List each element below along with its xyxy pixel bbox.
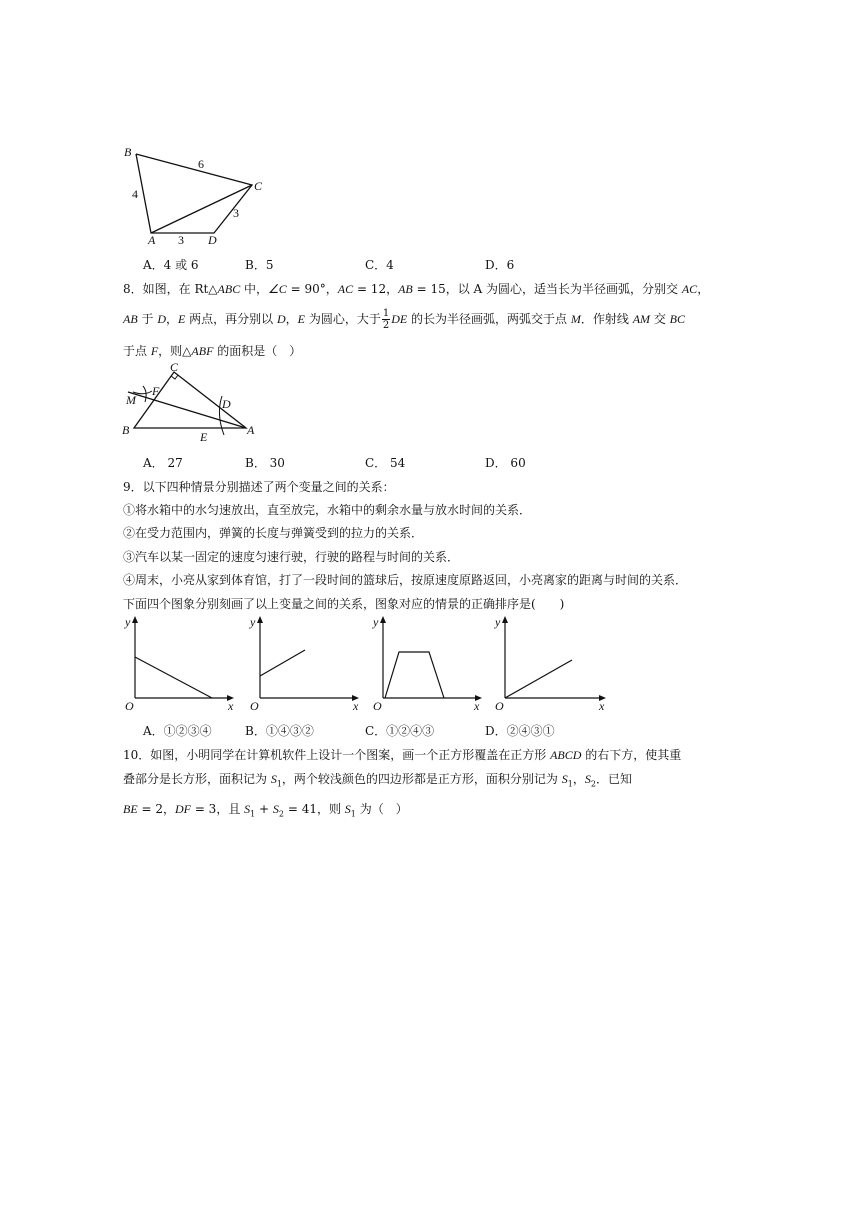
q8-text: 于点 bbox=[123, 344, 151, 358]
q8-label-c: C bbox=[170, 362, 179, 374]
q8-text: ，则△ bbox=[158, 344, 192, 358]
q8-text: = 15，以 A 为圆心，适当长为半径画弧，分别交 bbox=[412, 282, 682, 296]
q10-subscript: 1 bbox=[276, 779, 282, 789]
q9-item-2: ②在受力范围内，弹簧的长度与弹簧受到的拉力的关系． bbox=[123, 526, 424, 540]
q9-graph-1-y-label: y bbox=[125, 615, 131, 629]
q8-math: AC bbox=[681, 282, 698, 296]
q7-label-bc-length: 6 bbox=[198, 157, 204, 171]
q9-option-c[interactable]: C．①②④③ bbox=[365, 724, 435, 738]
q8-stem-line2 bbox=[123, 308, 685, 331]
q8-math: DE bbox=[391, 312, 408, 326]
q8-stem-line3 bbox=[123, 342, 301, 359]
q10-math: S bbox=[272, 802, 279, 816]
q9-item-1: ①将水箱中的水匀速放出，直至放完，水箱中的剩余水量与放水时间的关系． bbox=[123, 503, 532, 517]
q8-text: 于 bbox=[137, 312, 158, 326]
q10-subscript: 2 bbox=[278, 809, 285, 819]
q10-subscript: 1 bbox=[567, 779, 573, 789]
q8-math: E bbox=[178, 312, 186, 326]
q8-triangle-figure bbox=[118, 362, 263, 447]
q9-graph-1-x-label: x bbox=[228, 699, 234, 713]
q10-subscript: 1 bbox=[250, 809, 256, 819]
q10-math: ABCD bbox=[550, 748, 582, 762]
q10-text: 10．如图，小明同学在计算机软件上设计一个图案，画一个正方形覆盖在正方形 bbox=[123, 748, 551, 762]
q8-math: BC bbox=[669, 312, 685, 326]
q8-math: M bbox=[570, 312, 581, 326]
q8-text: 的面积是（ ） bbox=[213, 344, 302, 358]
q10-text: 为（ ） bbox=[355, 802, 408, 816]
q10-stem-line2 bbox=[123, 770, 632, 788]
q9-graph-1-line bbox=[135, 657, 212, 698]
q9-option-b[interactable]: B．①④③② bbox=[245, 724, 314, 738]
q8-label-e: E bbox=[200, 430, 208, 444]
q7-option-a[interactable]: A．4 或 6 bbox=[143, 258, 199, 272]
q10-math: S bbox=[270, 772, 277, 786]
q7-label-dc-length: 3 bbox=[233, 206, 239, 220]
q8-label-b: B bbox=[122, 423, 130, 437]
q9-graph-3 bbox=[368, 612, 488, 716]
q9-graph-3-y-arrow bbox=[380, 616, 386, 623]
q10-text: = 3，且 bbox=[191, 802, 245, 816]
q10-math: S bbox=[561, 772, 568, 786]
q7-label-ad-length: 3 bbox=[178, 233, 184, 247]
q8-fraction-denominator: 2 bbox=[382, 320, 390, 331]
q10-math: S bbox=[244, 802, 251, 816]
q9-graph-4-y-arrow bbox=[502, 616, 508, 623]
q10-text: ， bbox=[572, 772, 585, 786]
q8-fraction-numerator: 1 bbox=[382, 308, 390, 319]
q7-label-d: D bbox=[208, 233, 217, 247]
q10-stem-line1 bbox=[123, 746, 681, 763]
q7-option-d[interactable]: D．6 bbox=[485, 258, 515, 272]
q10-text: 叠部分是长方形，面积记为 bbox=[123, 772, 271, 786]
q7-quadrilateral-figure bbox=[118, 140, 278, 250]
q9-graph-1 bbox=[120, 612, 240, 716]
q8-text: ．作射线 bbox=[580, 312, 633, 326]
q8-math: D bbox=[276, 312, 286, 326]
q8-stem-line1 bbox=[123, 280, 709, 297]
q10-stem-line3 bbox=[123, 800, 408, 818]
q9-graph-4-line bbox=[505, 660, 572, 698]
q7-label-a: A bbox=[148, 233, 156, 247]
q9-graph-1-origin: O bbox=[125, 699, 134, 713]
q9-graph-3-line bbox=[385, 652, 444, 698]
q8-fraction bbox=[382, 308, 390, 331]
q9-option-d[interactable]: D．②④③① bbox=[485, 724, 555, 738]
q8-math: AB bbox=[398, 282, 413, 296]
q8-option-a[interactable]: A． 27 bbox=[143, 456, 183, 470]
q8-math: ABC bbox=[217, 282, 241, 296]
q8-math: E bbox=[297, 312, 306, 326]
q9-graph-1-y-arrow bbox=[132, 616, 138, 623]
q8-text: 两点，再分别以 bbox=[185, 312, 277, 326]
q10-text: ，两个较浅颜色的四边形都是正方形，面积分别记为 bbox=[281, 772, 562, 786]
q8-text: = 90°， bbox=[286, 282, 338, 296]
q8-math: AM bbox=[632, 312, 651, 326]
q9-item-4: ④周末，小亮从家到体育馆，打了一段时间的篮球后，按原速度原路返回，小亮离家的距离与时间的关系． bbox=[123, 573, 688, 587]
q10-text: ．已知 bbox=[595, 772, 632, 786]
q8-text: ， bbox=[285, 312, 298, 326]
q8-text: ， bbox=[165, 312, 178, 326]
q7-label-c: C bbox=[254, 179, 263, 193]
q8-math: ABF bbox=[191, 344, 214, 358]
q9-graph-3-x-label: x bbox=[474, 699, 480, 713]
q10-text: = 2， bbox=[137, 802, 175, 816]
q10-subscript: 2 bbox=[590, 779, 596, 789]
q10-subscript: 1 bbox=[350, 809, 356, 819]
q10-math: S bbox=[584, 772, 591, 786]
q9-graph-4-y-label: y bbox=[495, 615, 501, 629]
q8-text: 8．如图，在 Rt△ bbox=[123, 282, 218, 296]
q8-option-c[interactable]: C． 54 bbox=[365, 456, 406, 470]
q8-option-d[interactable]: D． 60 bbox=[485, 456, 526, 470]
q8-label-m: M bbox=[126, 393, 136, 407]
q9-graph-2-y-label: y bbox=[250, 615, 256, 629]
q10-math: DF bbox=[175, 802, 191, 816]
q7-label-ab-length: 4 bbox=[132, 187, 138, 201]
q9-question: 下面四个图象分别刻画了以上变量之间的关系，图象对应的情景的正确排序是( ) bbox=[123, 597, 565, 611]
q8-label-a: A bbox=[247, 423, 255, 437]
q9-graph-4 bbox=[490, 612, 615, 716]
q9-graph-2-x-label: x bbox=[353, 699, 359, 713]
q8-math: F bbox=[150, 344, 159, 358]
q8-label-d: D bbox=[222, 397, 231, 411]
q9-graph-4-x-label: x bbox=[599, 699, 605, 713]
q10-text: 的右下方，使其重 bbox=[581, 748, 682, 762]
q9-graph-2-line bbox=[260, 650, 305, 676]
q9-option-a[interactable]: A．①②③④ bbox=[143, 724, 212, 738]
q9-graph-3-origin: O bbox=[373, 699, 382, 713]
q9-graph-4-origin: O bbox=[495, 699, 504, 713]
q9-stem: 9．以下四种情景分别描述了两个变量之间的关系： bbox=[123, 480, 395, 494]
q8-math: D bbox=[157, 312, 166, 326]
q8-text: 为圆心，大于 bbox=[305, 312, 381, 326]
q8-text: = 12， bbox=[353, 282, 399, 296]
q10-math: S bbox=[344, 802, 351, 816]
q7-label-b: B bbox=[124, 145, 132, 159]
q9-graph-2-y-arrow bbox=[257, 616, 263, 623]
q8-text: 的长为半径画弧，两弧交于点 bbox=[407, 312, 571, 326]
q10-text: + bbox=[255, 802, 273, 816]
q8-math: AC bbox=[337, 282, 354, 296]
q10-text: = 41，则 bbox=[284, 802, 345, 816]
q9-item-3: ③汽车以某一固定的速度匀速行驶，行驶的路程与时间的关系． bbox=[123, 550, 460, 564]
q8-text: 交 bbox=[650, 312, 670, 326]
q8-text: ， bbox=[697, 282, 710, 296]
q8-option-b[interactable]: B． 30 bbox=[245, 456, 285, 470]
q8-math: AB bbox=[123, 312, 138, 326]
q9-graph-2-origin: O bbox=[250, 699, 259, 713]
q8-math: ∠C bbox=[268, 282, 287, 296]
q10-math: BE bbox=[123, 802, 138, 816]
q8-text: 中， bbox=[240, 282, 269, 296]
q9-graph-3-y-label: y bbox=[373, 615, 379, 629]
q7-option-b[interactable]: B．5 bbox=[245, 258, 274, 272]
q9-graph-2 bbox=[245, 612, 365, 716]
q7-option-c[interactable]: C．4 bbox=[365, 258, 394, 272]
q8-label-f: F bbox=[152, 384, 160, 398]
